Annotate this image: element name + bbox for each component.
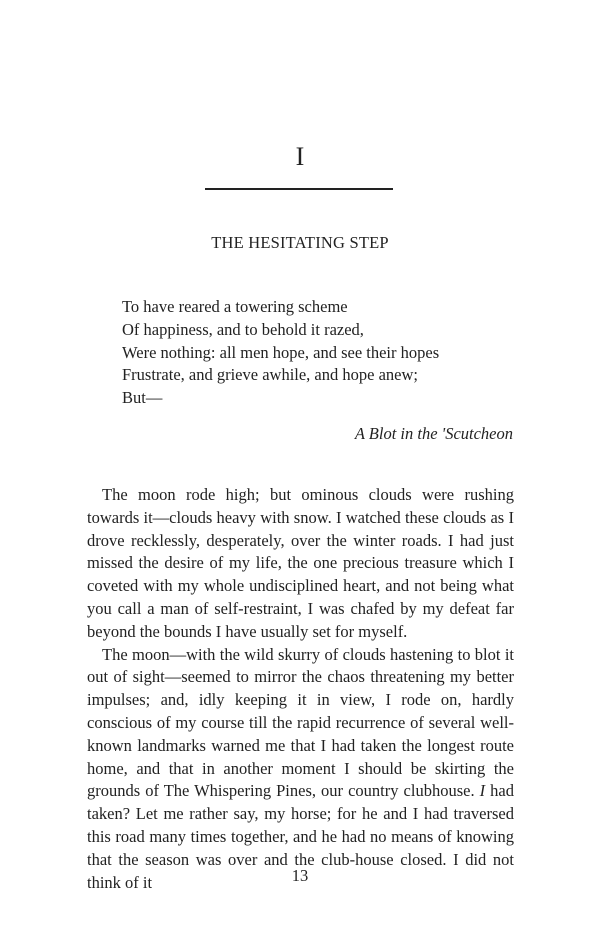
chapter-title: THE HESITATING STEP — [211, 233, 389, 252]
epigraph-source: A Blot in the 'Scutcheon — [354, 424, 513, 443]
paragraph — [87, 484, 514, 644]
paragraph-emphasis: I — [479, 781, 486, 801]
paragraph-text: The moon rode high; but ominous clouds were rushing towards it—clouds heavy with snow. I watched these clouds as I drove recklessly, desperately, over the winter roads. I had just missed the desire of my life, the one precious treasure which I coveted with my whole undisciplined heart, and not being what you call a man of self-restraint, I was chafed by my defeat far beyond the bounds I have usually set for myself. — [87, 485, 514, 641]
body-text — [87, 484, 514, 894]
chapter-divider — [205, 188, 393, 190]
epigraph-line: Were nothing: all men hope, and see their hopes — [122, 342, 440, 362]
epigraph-line: Frustrate, and grieve awhile, and hope anew; — [122, 365, 418, 385]
epigraph-line: Of happiness, and to behold it razed, — [122, 319, 364, 339]
chapter-number: I — [295, 142, 305, 171]
paragraph-text: The moon—with the wild skurry of clouds hastening to blot it out of sight—seemed to mirror the chaos threatening my better impulses; and, idly keeping it in view, I rode on, hardly conscious of my course till the rapid recurrence of several well-known landmarks warned me that I had taken the longest route home, and that in another moment I should be skirting the grounds of The Whispering Pines, our country clubhouse. — [87, 644, 514, 801]
epigraph-line: But— — [122, 388, 163, 408]
epigraph — [122, 296, 522, 410]
paragraph — [87, 644, 514, 895]
paragraph-text: had taken? Let me rather say, my horse; for he and I had traversed this road many times together, and he had no means of knowing that the season was over and the club-house closed. I did not think of it — [87, 781, 514, 892]
page-number: 13 — [291, 866, 309, 885]
epigraph-line: To have reared a towering scheme — [122, 297, 348, 316]
